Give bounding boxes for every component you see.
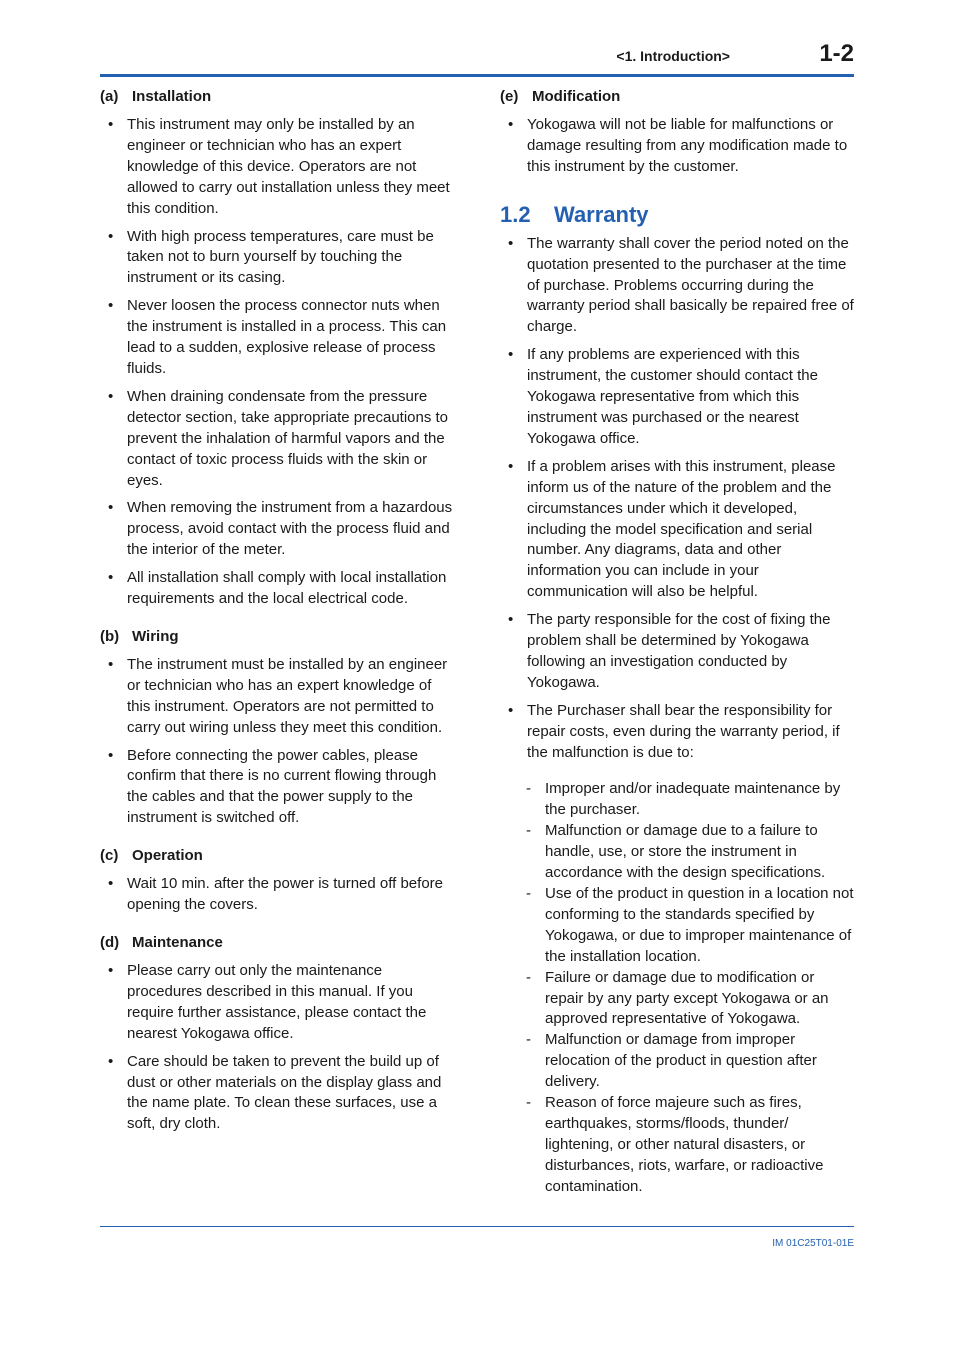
list-item: • Care should be taken to prevent the build up of dust or other materials on the display glass and the name plate. To clean these surfaces, use a soft, dry cloth. — [108, 1052, 442, 1133]
heading-title: Maintenance — [132, 934, 223, 951]
warranty-list — [500, 234, 854, 764]
list-item: • All installation shall comply with local installation requirements and the local electrical code. — [108, 569, 447, 608]
list-item: • When removing the instrument from a hazardous process, avoid contact with the process fluid and the interior of the meter. — [108, 499, 453, 559]
modification-list — [500, 115, 854, 178]
wiring-list — [100, 655, 456, 829]
header-chapter: <1. Introduction> — [616, 48, 730, 64]
list-item: • The party responsible for the cost of fixing the problem shall be determined by Yokogawa following an investigation conducted by Yokogawa. — [508, 611, 831, 691]
list-item: • If a problem arises with this instrument, please inform us of the nature of the problem and the circumstances under which it developed, including the model specification and serial number. Any diagrams, data and other information you can include in your communication will also be helpful. — [508, 457, 836, 601]
header-rule — [100, 74, 854, 77]
maintenance-heading — [100, 932, 456, 953]
list-item: - Reason of force majeure such as fires, earthquakes, storms/floods, thunder/ lightening, or other natural disasters, or disturbances, riots, warfare, or radioactive contamination. — [526, 1094, 824, 1195]
section-title-text: Warranty — [554, 201, 649, 227]
list-item: • The warranty shall cover the period noted on the quotation presented to the purchaser at the time of purchase. Problems occurring during the warranty period shall basically be repaired free of charge. — [508, 234, 854, 336]
heading-letter: (b) — [100, 627, 120, 645]
operation-list — [100, 874, 456, 916]
heading-title: Operation — [132, 847, 203, 865]
section-number: 1.2 — [500, 201, 531, 227]
installation-list — [100, 115, 456, 610]
page-number: 1-2 — [819, 40, 854, 67]
list-item: • The Purchaser shall bear the responsibility for repair costs, even during the warranty period, if the malfunction is due to: — [508, 701, 840, 761]
wiring-heading — [100, 626, 456, 647]
list-item: • When draining condensate from the pressure detector section, take appropriate precautions to prevent the inhalation of harmful vapors and the contact of toxic process fluids with the skin or eyes. — [108, 387, 449, 489]
list-item: • Yokogawa will not be liable for malfunctions or damage resulting from any modification made to this instrument by the customer. — [508, 116, 848, 175]
heading-title: Installation — [132, 88, 212, 105]
heading-letter: (e) — [500, 88, 519, 105]
installation-heading — [100, 86, 456, 107]
left-column — [100, 86, 456, 1135]
list-item: • With high process temperatures, care must be taken not to burn yourself by touching the instrument or its casing. — [108, 227, 434, 287]
list-item: • This instrument may only be installed by an engineer or technician who has an expert knowledge of this device. Operators are not allowed to carry out installation unless they meet this condition. — [108, 116, 450, 217]
warranty-section-title — [500, 200, 854, 230]
footer-doc-code: IM 01C25T01-01E — [772, 1238, 854, 1249]
list-item: • Please carry out only the maintenance procedures described in this manual. If you require further assistance, please contact the nearest Yokogawa office. — [108, 962, 427, 1042]
list-item: • If any problems are experienced with this instrument, the customer should contact the Yokogawa representative from which this instrument was purchased or the nearest Yokogawa office. — [508, 346, 818, 447]
heading-letter: (a) — [100, 88, 119, 105]
list-item: - Malfunction or damage from improper relocation of the product in question after delivery. — [526, 1031, 817, 1091]
heading-letter: (d) — [100, 934, 120, 951]
list-item: • The instrument must be installed by an engineer or technician who has an expert knowledge of this instrument. Operators are not permitted to carry out wiring unless they meet this condition. — [108, 655, 448, 736]
heading-letter: (c) — [100, 847, 119, 865]
list-item: - Failure or damage due to modification or repair by any party except Yokogawa or an approved representative of Yokogawa. — [526, 968, 829, 1028]
list-item: - Improper and/or inadequate maintenance by the purchaser. — [526, 780, 841, 819]
list-item: - Malfunction or damage due to a failure to handle, use, or store the instrument in accordance with the design specifications. — [526, 822, 826, 882]
heading-title: Wiring — [132, 627, 179, 645]
operation-heading — [100, 845, 456, 866]
footer-rule — [100, 1226, 854, 1227]
list-item: • Wait 10 min. after the power is turned off before opening the covers. — [108, 875, 443, 914]
list-item: • Never loosen the process connector nuts when the instrument is installed in a process. This can lead to a sudden, explosive release of process fluids. — [108, 297, 447, 377]
list-item: - Use of the product in question in a location not conforming to the standards specified by Yokogawa, or due to improper maintenance of the installation location. — [526, 885, 854, 965]
warranty-causes-list — [500, 779, 854, 1197]
right-column — [500, 86, 854, 1198]
heading-title: Modification — [532, 88, 621, 105]
list-item: • Before connecting the power cables, please confirm that there is no current flowing through the cables and that the power supply to the instrument is switched off. — [108, 746, 437, 827]
modification-heading — [500, 86, 854, 107]
maintenance-list — [100, 961, 456, 1135]
